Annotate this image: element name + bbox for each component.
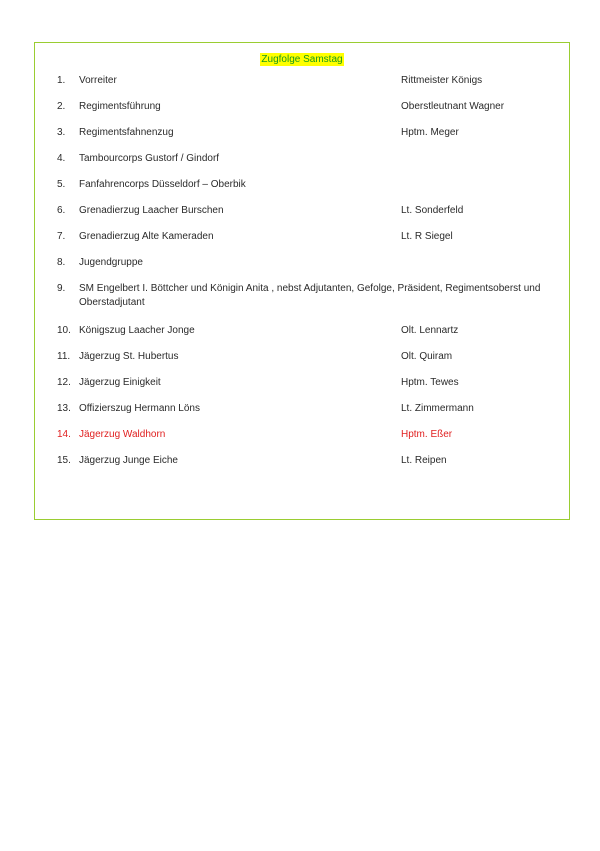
item-name: Regimentsfahnenzug [79, 127, 174, 138]
title-row [35, 49, 569, 67]
item-officer: Hptm. Meger [401, 127, 459, 138]
item-name: Jägerzug Junge Eiche [79, 455, 178, 466]
item-number: 12. [57, 377, 71, 388]
item-number: 1. [57, 75, 66, 86]
item-number: 6. [57, 205, 66, 216]
item-number: 15. [57, 455, 71, 466]
item-officer: Olt. Lennartz [401, 325, 459, 336]
item-name: Grenadierzug Laacher Burschen [79, 205, 224, 216]
item-number: 11. [57, 351, 71, 362]
item-name: SM Engelbert I. Böttcher und Königin Anita , nebst Adjutanten, Gefolge, Präsident, Regimentsoberst und Oberstadjutant [79, 283, 541, 308]
item-officer: Rittmeister Königs [401, 75, 483, 86]
item-officer: Lt. Zimmermann [401, 403, 474, 414]
item-officer: Hptm. Tewes [401, 377, 459, 388]
item-number: 4. [57, 153, 66, 164]
item-name: Jägerzug Waldhorn [79, 429, 166, 440]
item-number: 2. [57, 101, 66, 112]
item-officer: Hptm. Eßer [401, 429, 453, 440]
item-name: Grenadierzug Alte Kameraden [79, 231, 214, 242]
item-number: 5. [57, 179, 66, 190]
item-name: Fanfahrencorps Düsseldorf – Oberbik [79, 179, 246, 190]
item-number: 13. [57, 403, 71, 414]
item-officer: Lt. Sonderfeld [401, 205, 464, 216]
item-name: Offizierszug Hermann Löns [79, 403, 200, 414]
item-name: Regimentsführung [79, 101, 161, 112]
procession-list-frame [34, 42, 570, 520]
item-name: Jugendgruppe [79, 257, 143, 268]
item-name: Königszug Laacher Jonge [79, 325, 195, 336]
item-number: 9. [57, 283, 66, 294]
item-number: 14. [57, 429, 71, 440]
item-number: 10. [57, 325, 71, 336]
item-number: 3. [57, 127, 66, 138]
item-name: Vorreiter [79, 75, 117, 86]
item-number: 8. [57, 257, 66, 268]
item-number: 7. [57, 231, 66, 242]
item-officer: Oberstleutnant Wagner [401, 101, 505, 112]
item-officer: Lt. Reipen [401, 455, 447, 466]
item-officer: Lt. R Siegel [401, 231, 453, 242]
item-name: Jägerzug St. Hubertus [79, 351, 179, 362]
item-name: Tambourcorps Gustorf / Gindorf [79, 153, 220, 164]
page-title: Zugfolge Samstag [261, 54, 343, 65]
item-officer: Olt. Quiram [401, 351, 453, 362]
item-name: Jägerzug Einigkeit [79, 377, 161, 388]
